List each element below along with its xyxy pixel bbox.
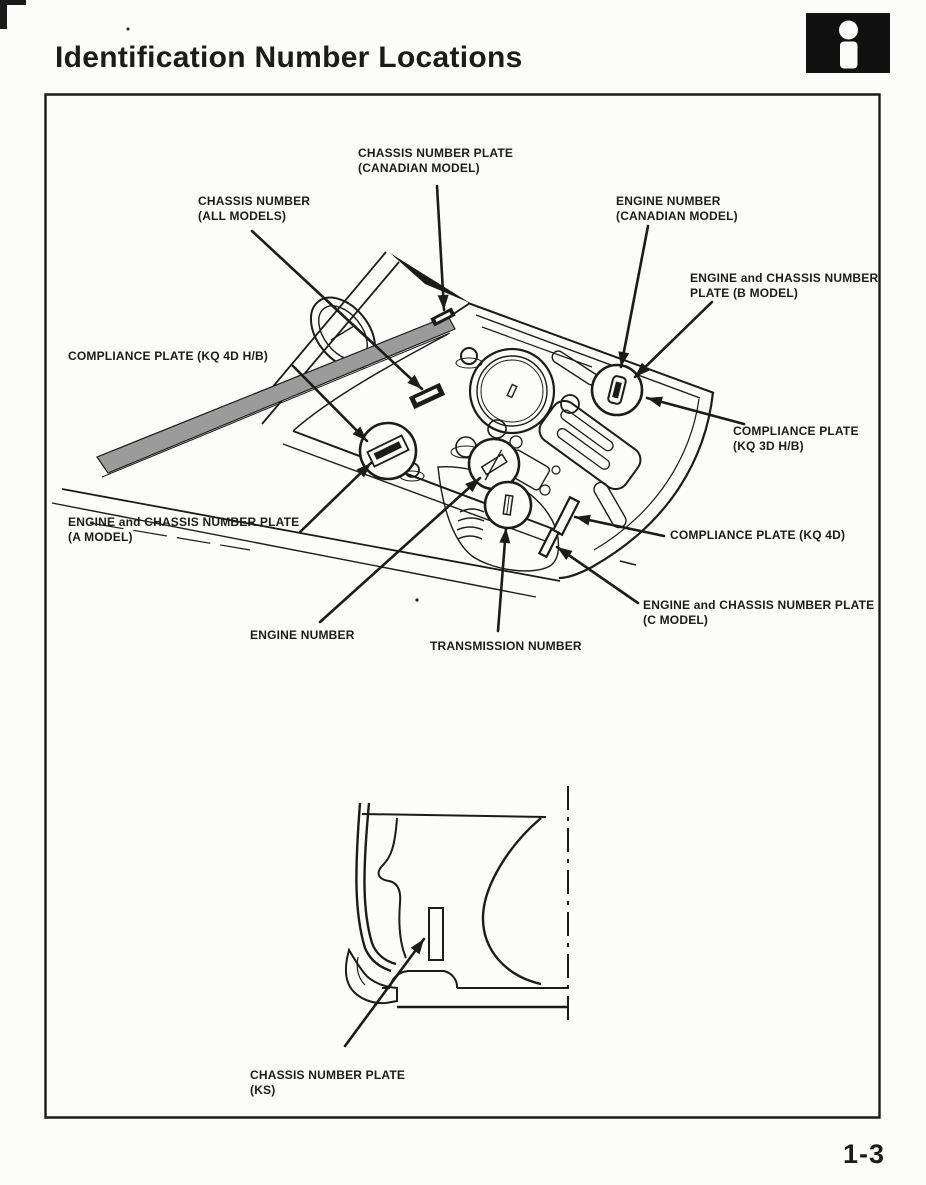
label-transmission-number xyxy=(430,639,582,654)
label-line: COMPLIANCE PLATE (KQ 4D H/B) xyxy=(68,349,269,363)
leader-transmission-number xyxy=(498,528,506,631)
arrowhead xyxy=(411,939,424,954)
label-chassis-plate-ks xyxy=(250,1068,405,1098)
arrowhead xyxy=(438,295,449,310)
page-number: 1-3 xyxy=(843,1139,886,1169)
leader-plate-b-model xyxy=(635,302,712,377)
label-line: ENGINE NUMBER xyxy=(616,194,721,208)
label-compliance-kq-4d-hb xyxy=(68,349,268,364)
leader-chassis-ks xyxy=(345,939,424,1046)
leader-compliance-kq-3d-hb xyxy=(647,398,744,424)
label-line: CHASSIS NUMBER PLATE xyxy=(250,1068,406,1082)
leader-arrows xyxy=(252,186,744,631)
label-line: ENGINE and CHASSIS NUMBER xyxy=(690,271,879,285)
marker-chassis-plate-ks xyxy=(429,908,443,960)
leader-engine-number xyxy=(320,478,480,622)
label-line: COMPLIANCE PLATE xyxy=(733,424,859,438)
marker-compliance-kq-4d-hb xyxy=(360,423,416,479)
marker-plate-b-model xyxy=(592,365,642,415)
label-line: PLATE (B MODEL) xyxy=(690,286,799,300)
label-line: ENGINE and CHASSIS NUMBER PLATE xyxy=(643,598,875,612)
label-chassis-number-all-models xyxy=(198,194,310,224)
label-line: (CANADIAN MODEL) xyxy=(616,209,738,223)
arrowhead xyxy=(647,397,663,408)
label-line: (C MODEL) xyxy=(643,613,709,627)
leader-engine-canadian xyxy=(621,226,648,367)
label-line: COMPLIANCE PLATE (KQ 4D) xyxy=(670,528,846,542)
label-chassis-plate-canadian xyxy=(358,146,513,176)
label-line: (KS) xyxy=(250,1083,276,1097)
page-title: Identification Number Locations xyxy=(55,41,523,74)
label-engine-number xyxy=(250,628,355,643)
arrowhead xyxy=(557,547,572,560)
label-line: TRANSMISSION NUMBER xyxy=(430,639,582,653)
label-line: (ALL MODELS) xyxy=(198,209,287,223)
label-plate-a-model xyxy=(68,515,299,545)
engine-bay-diagram xyxy=(52,186,744,631)
label-line: (A MODEL) xyxy=(68,530,133,544)
leader-chassis-canadian xyxy=(437,186,444,310)
marker-chassis-number-all-models xyxy=(409,383,445,409)
label-line: (KQ 3D H/B) xyxy=(733,439,804,453)
label-line: CHASSIS NUMBER PLATE xyxy=(358,146,514,160)
label-plate-b-model xyxy=(690,271,878,301)
label-compliance-kq-3d-hb xyxy=(733,424,859,454)
label-engine-number-canadian xyxy=(616,194,738,224)
label-line: CHASSIS NUMBER xyxy=(198,194,311,208)
label-line: ENGINE NUMBER xyxy=(250,628,355,642)
marker-plate-c-model xyxy=(539,529,558,557)
marker-transmission-number xyxy=(485,482,531,528)
label-line: (CANADIAN MODEL) xyxy=(358,161,480,175)
right-fender-curve xyxy=(559,392,713,578)
label-line: ENGINE and CHASSIS NUMBER PLATE xyxy=(68,515,300,529)
label-compliance-kq-4d xyxy=(670,528,845,543)
label-plate-c-model xyxy=(643,598,874,628)
scan-artifacts xyxy=(0,0,130,31)
door-jamb-diagram xyxy=(345,786,568,1046)
